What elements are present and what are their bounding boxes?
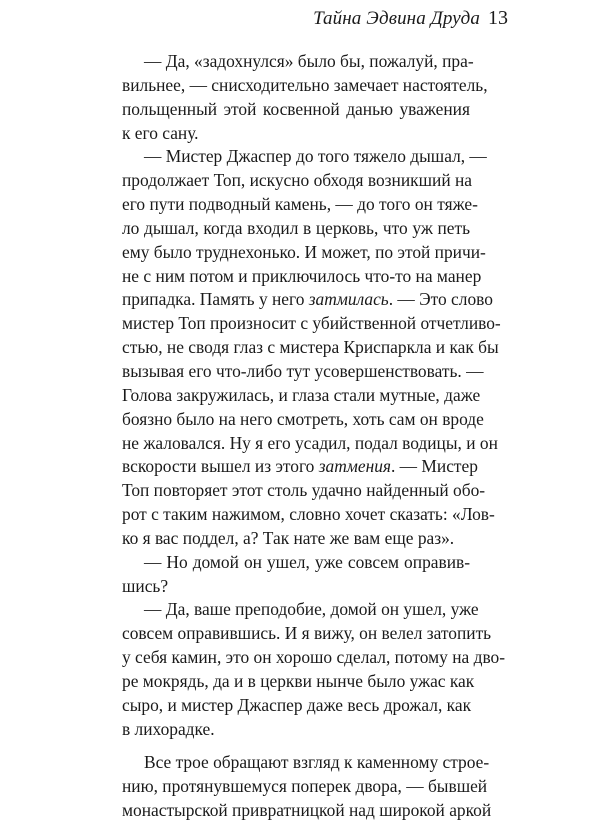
text-line bbox=[122, 432, 498, 456]
text-segment: совсем оправившись. И я вижу, он велел затопить bbox=[122, 623, 492, 644]
text-segment: ре мокрядь, да и в церкви нынче было ужас как bbox=[122, 670, 475, 691]
text-segment: вильнее, — снисходительно замечает настоятель, bbox=[122, 74, 488, 95]
text-segment: ему было труднехонько. И может, по этой причи- bbox=[122, 241, 486, 262]
text-line bbox=[122, 74, 488, 98]
body-text bbox=[122, 50, 506, 823]
text-line bbox=[122, 694, 470, 718]
running-header bbox=[313, 8, 480, 30]
text-line bbox=[122, 384, 481, 408]
text-segment: сыро, и мистер Джаспер даже весь дрожал, как bbox=[122, 694, 472, 715]
text-line bbox=[122, 98, 470, 122]
text-segment: к его сану. bbox=[122, 122, 199, 143]
text-line bbox=[122, 670, 475, 694]
text-line bbox=[122, 217, 470, 241]
text-line bbox=[122, 718, 470, 742]
text-segment: боязно было на него смотреть, хоть сам он вроде bbox=[122, 408, 484, 429]
text-line bbox=[122, 50, 474, 74]
text-segment: вскорости вышел из этого bbox=[122, 456, 319, 477]
text-line bbox=[122, 288, 493, 312]
text-line bbox=[122, 598, 479, 622]
text-line bbox=[122, 265, 482, 289]
text-segment: не с ним потом и приключилось что-то на манер bbox=[122, 265, 482, 286]
text-segment: монастырской привратницкой над широкой аркой bbox=[122, 800, 492, 821]
text-segment: . — Это слово bbox=[388, 289, 493, 310]
text-segment: Топ повторяет этот столь удачно найденный обо- bbox=[122, 480, 486, 501]
text-line bbox=[122, 312, 501, 336]
text-segment: рот с таким нажимом, словно хочет сказать: «Лов- bbox=[122, 504, 495, 525]
text-segment: стью, не сводя глаз с мистера Криспаркла и как бы bbox=[122, 337, 499, 358]
italic-word: затмилась bbox=[308, 289, 389, 310]
text-line bbox=[122, 799, 492, 823]
text-line bbox=[122, 336, 499, 360]
text-line bbox=[122, 193, 478, 217]
text-line bbox=[122, 646, 506, 670]
text-line bbox=[122, 575, 470, 599]
text-line bbox=[122, 408, 484, 432]
text-line bbox=[122, 360, 484, 384]
text-segment: не жаловался. Ну я его усадил, подал водицы, и он bbox=[122, 432, 498, 453]
text-segment: нию, протянувшемуся поперек двора, — бывшей bbox=[122, 776, 488, 797]
running-title: Тайна Эдвина Друда bbox=[313, 8, 480, 29]
text-segment: ло дышал, когда входил в церковь, что уж петь bbox=[122, 217, 470, 238]
text-segment: Голова закружилась, и глаза стали мутные, даже bbox=[122, 384, 481, 405]
text-line bbox=[122, 145, 487, 169]
text-segment: у себя камин, это он хорошо сделал, потому на дво- bbox=[122, 647, 506, 668]
text-line bbox=[122, 122, 470, 146]
text-line bbox=[122, 527, 470, 551]
text-segment: ко я вас поддел, а? Так нате же вам еще раз». bbox=[122, 527, 455, 548]
text-line bbox=[122, 479, 486, 503]
text-line bbox=[122, 241, 486, 265]
text-line bbox=[122, 169, 470, 193]
text-line bbox=[122, 775, 488, 799]
text-segment: — Да, «задохнулся» было бы, пожалуй, пра- bbox=[144, 51, 474, 71]
text-segment: продолжает Топ, искусно обходя возникший на bbox=[122, 170, 472, 191]
text-segment: шись? bbox=[122, 575, 169, 596]
text-segment: — Да, ваше преподобие, домой он ушел, уже bbox=[144, 599, 479, 620]
text-line bbox=[122, 503, 495, 527]
text-segment: Все трое обращают взгляд к каменному строе- bbox=[144, 752, 490, 773]
text-segment: — Но домой он ушел, уже совсем оправив- bbox=[144, 551, 470, 572]
text-line bbox=[122, 551, 470, 575]
text-segment: польщенный этой косвенной данью уважения bbox=[122, 98, 470, 119]
italic-word: затмения bbox=[318, 456, 391, 477]
text-line bbox=[122, 622, 492, 646]
text-segment: — Мистер Джаспер до того тяжело дышал, — bbox=[144, 146, 487, 167]
text-segment: мистер Топ произносит с убийственной отчетливо- bbox=[122, 313, 501, 334]
text-segment: его пути подводный камень, — до того он тяже- bbox=[122, 194, 478, 215]
text-line bbox=[122, 455, 478, 479]
text-segment: вызывая его что-либо тут усовершенствовать. — bbox=[122, 360, 484, 381]
text-segment: . — Мистер bbox=[390, 456, 478, 477]
text-line bbox=[122, 751, 490, 775]
page-number: 13 bbox=[488, 7, 508, 29]
text-segment: в лихорадке. bbox=[122, 718, 215, 739]
text-segment: припадка. Память у него bbox=[122, 289, 309, 310]
